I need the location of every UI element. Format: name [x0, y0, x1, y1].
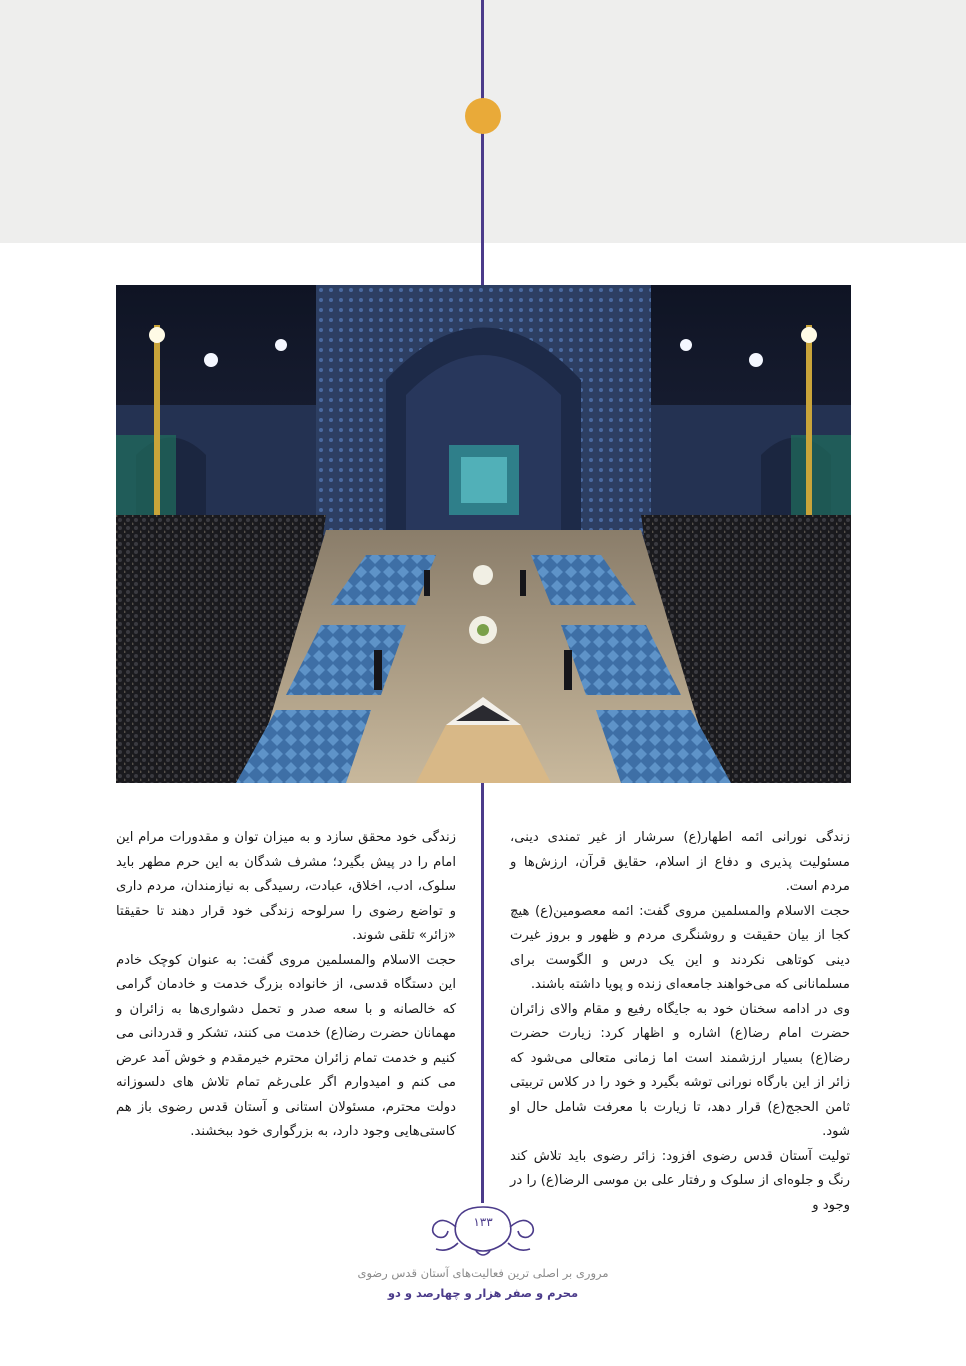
decorative-dot [465, 98, 501, 134]
paragraph: تولیت آستان قدس رضوی افزود: زائر رضوی باید تلاش کند رنگ و جلوه‌ای از سلوک و رفتار علی بن موسی الرضا(ع) را در وجود و [510, 1148, 850, 1213]
paragraph: حجت الاسلام والمسلمین مروی گفت: ائمه معصومین(ع) هیچ کجا از بیان حقیقت و روشنگری مردم و ظهور و بروز غیرت دینی کوتاهی نکردند و این یک درس و الگوست برای مسلمانانی که می‌خواهند جامعه‌ای زنده و پویا داشته باشند. [510, 903, 850, 992]
footer-subtitle: مروری بر اصلی ترین فعالیت‌های آستان قدس رضوی [357, 1266, 609, 1280]
page-number-ornament-icon [428, 1203, 538, 1261]
shrine-courtyard-photo [116, 285, 851, 783]
paragraph: وی در ادامه سخنان خود به جایگاه رفیع و مقام والای زائران حضرت امام رضا(ع) اشاره و اظهار کرد: زیارت حضرت رضا(ع) بسیار ارزشمند است اما زمانی متعالی می‌شود که زائر از این بارگاه نورانی توشه بگیرد و خود را در کلاس تربیتی ثامن الحجج(ع) قرار دهد، تا زیارت با معرفت شامل حال او شود. [510, 1001, 850, 1139]
footer-issue: محرم و صفر هزار و چهارصد و دو [387, 1286, 579, 1300]
text-column-left [116, 826, 456, 1145]
text-column-right [510, 826, 850, 1218]
page-number: ۱۳۳ [473, 1215, 493, 1229]
center-divider-top [481, 0, 484, 285]
paragraph: زندگی خود محقق سازد و به میزان توان و مقدورات مرام این امام را در پیش بگیرد؛ مشرف شدگان به این حرم مطهر باید سلوک، ادب، اخلاق، عبادت، رسیدگی به نیازمندان، مردم داری و تواضع رضوی را سرلوحه زندگی خود قرار دهند تا حقیقتا «زائر» تلقی شوند. [116, 830, 456, 943]
paragraph: حجت الاسلام والمسلمین مروی گفت: به عنوان کوچک خادم این دستگاه قدسی، از خانواده بزرگ خدمت و خادمان گرامی که خالصانه و با سعه صدر و تحمل دشواری‌ها به زائران و مهمانان حضرت رضا(ع) خدمت می کنند، تشکر و قدردانی می کنیم و خدمت تمام زائران محترم خیرمقدم و خوش آمد عرض می کنم و امیدوارم اگر علی‌رغم تمام تلاش های دلسوزانه دولت محترم، مسئولان استانی و آستان قدس رضوی باز هم کاستی‌هایی وجود دارد، به بزرگواری خود ببخشند. [116, 952, 456, 1139]
center-divider-bottom [481, 783, 484, 1203]
paragraph: زندگی نورانی ائمه اطهار‌(ع) سرشار از غیر تمندی دینی، مسئولیت پذیری و دفاع از اسلام، حقایق قرآن، ارزش‌ها و مردم است. [510, 830, 850, 894]
